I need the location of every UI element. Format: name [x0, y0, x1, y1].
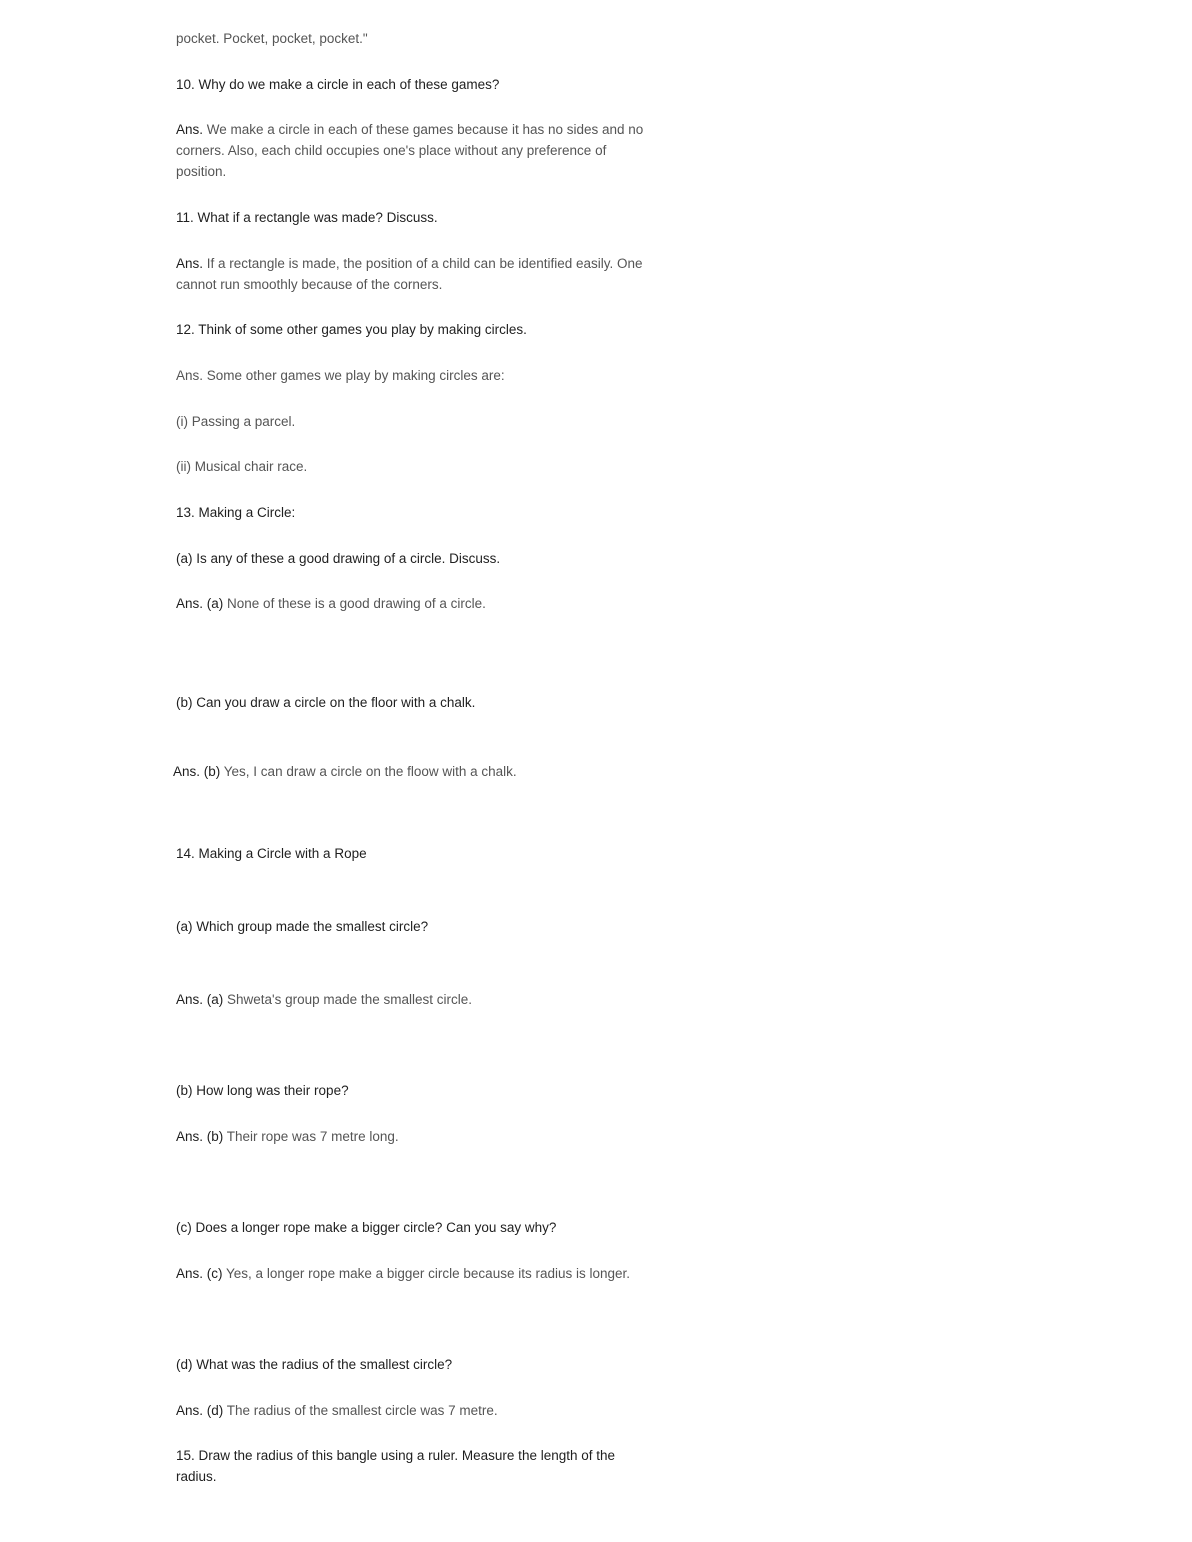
answer-13a — [176, 593, 486, 614]
question-15-line-2: radius. — [176, 1469, 217, 1484]
answer-label: Ans. (a) — [176, 596, 224, 611]
answer-text: We make a circle in each of these games because it has no sides and no — [206, 122, 644, 137]
answer-11-line-2: cannot run smoothly because of the corners. — [176, 277, 443, 292]
answer-10-line-3: position. — [176, 164, 227, 179]
list-item-ii: (ii) Musical chair race. — [176, 459, 308, 474]
answer-label: Ans. (c) — [176, 1266, 223, 1281]
question-14a: (a) Which group made the smallest circle? — [176, 919, 429, 934]
answer-text: Shweta's group made the smallest circle. — [227, 992, 472, 1007]
answer-10-line-2: corners. Also, each child occupies one's place without any preference of — [176, 143, 607, 158]
answer-text: Yes, a longer rope make a bigger circle because its radius is longer. — [226, 1266, 631, 1281]
answer-14b — [176, 1126, 399, 1147]
question-14b: (b) How long was their rope? — [176, 1083, 349, 1098]
list-item-i: (i) Passing a parcel. — [176, 414, 296, 429]
answer-10-line-1 — [176, 119, 643, 140]
answer-14a — [176, 989, 472, 1010]
question-14: 14. Making a Circle with a Rope — [176, 846, 367, 861]
question-14d: (d) What was the radius of the smallest circle? — [176, 1357, 453, 1372]
answer-label: Ans. — [176, 368, 204, 383]
answer-13b — [173, 761, 517, 782]
answer-text: None of these is a good drawing of a circle. — [227, 596, 486, 611]
question-15-line-1: 15. Draw the radius of this bangle using a ruler. Measure the length of the — [176, 1448, 616, 1463]
question-12: 12. Think of some other games you play by making circles. — [176, 322, 527, 337]
question-11: 11. What if a rectangle was made? Discuss. — [176, 210, 438, 225]
answer-text: Yes, I can draw a circle on the floow with a chalk. — [223, 764, 517, 779]
question-10: 10. Why do we make a circle in each of these games? — [176, 77, 500, 92]
question-14c: (c) Does a longer rope make a bigger circle? Can you say why? — [176, 1220, 557, 1235]
answer-label: Ans. (b) — [176, 1129, 224, 1144]
answer-12-line-1 — [176, 365, 505, 386]
question-13a: (a) Is any of these a good drawing of a circle. Discuss. — [176, 551, 501, 566]
answer-label: Ans. — [176, 122, 204, 137]
answer-label: Ans. (a) — [176, 992, 224, 1007]
answer-text: The radius of the smallest circle was 7 metre. — [226, 1403, 498, 1418]
answer-14d — [176, 1400, 498, 1421]
answer-text: Some other games we play by making circles are: — [206, 368, 505, 383]
answer-label: Ans. — [176, 256, 204, 271]
answer-text: Their rope was 7 metre long. — [226, 1129, 399, 1144]
question-13: 13. Making a Circle: — [176, 505, 296, 520]
answer-14c — [176, 1263, 630, 1284]
answer-label: Ans. (b) — [173, 764, 221, 779]
question-13b: (b) Can you draw a circle on the floor with a chalk. — [176, 695, 476, 710]
answer-11-line-1 — [176, 253, 643, 274]
answer-label: Ans. (d) — [176, 1403, 224, 1418]
text-line: pocket. Pocket, pocket, pocket." — [176, 31, 368, 46]
answer-text: If a rectangle is made, the position of a child can be identified easily. One — [206, 256, 643, 271]
